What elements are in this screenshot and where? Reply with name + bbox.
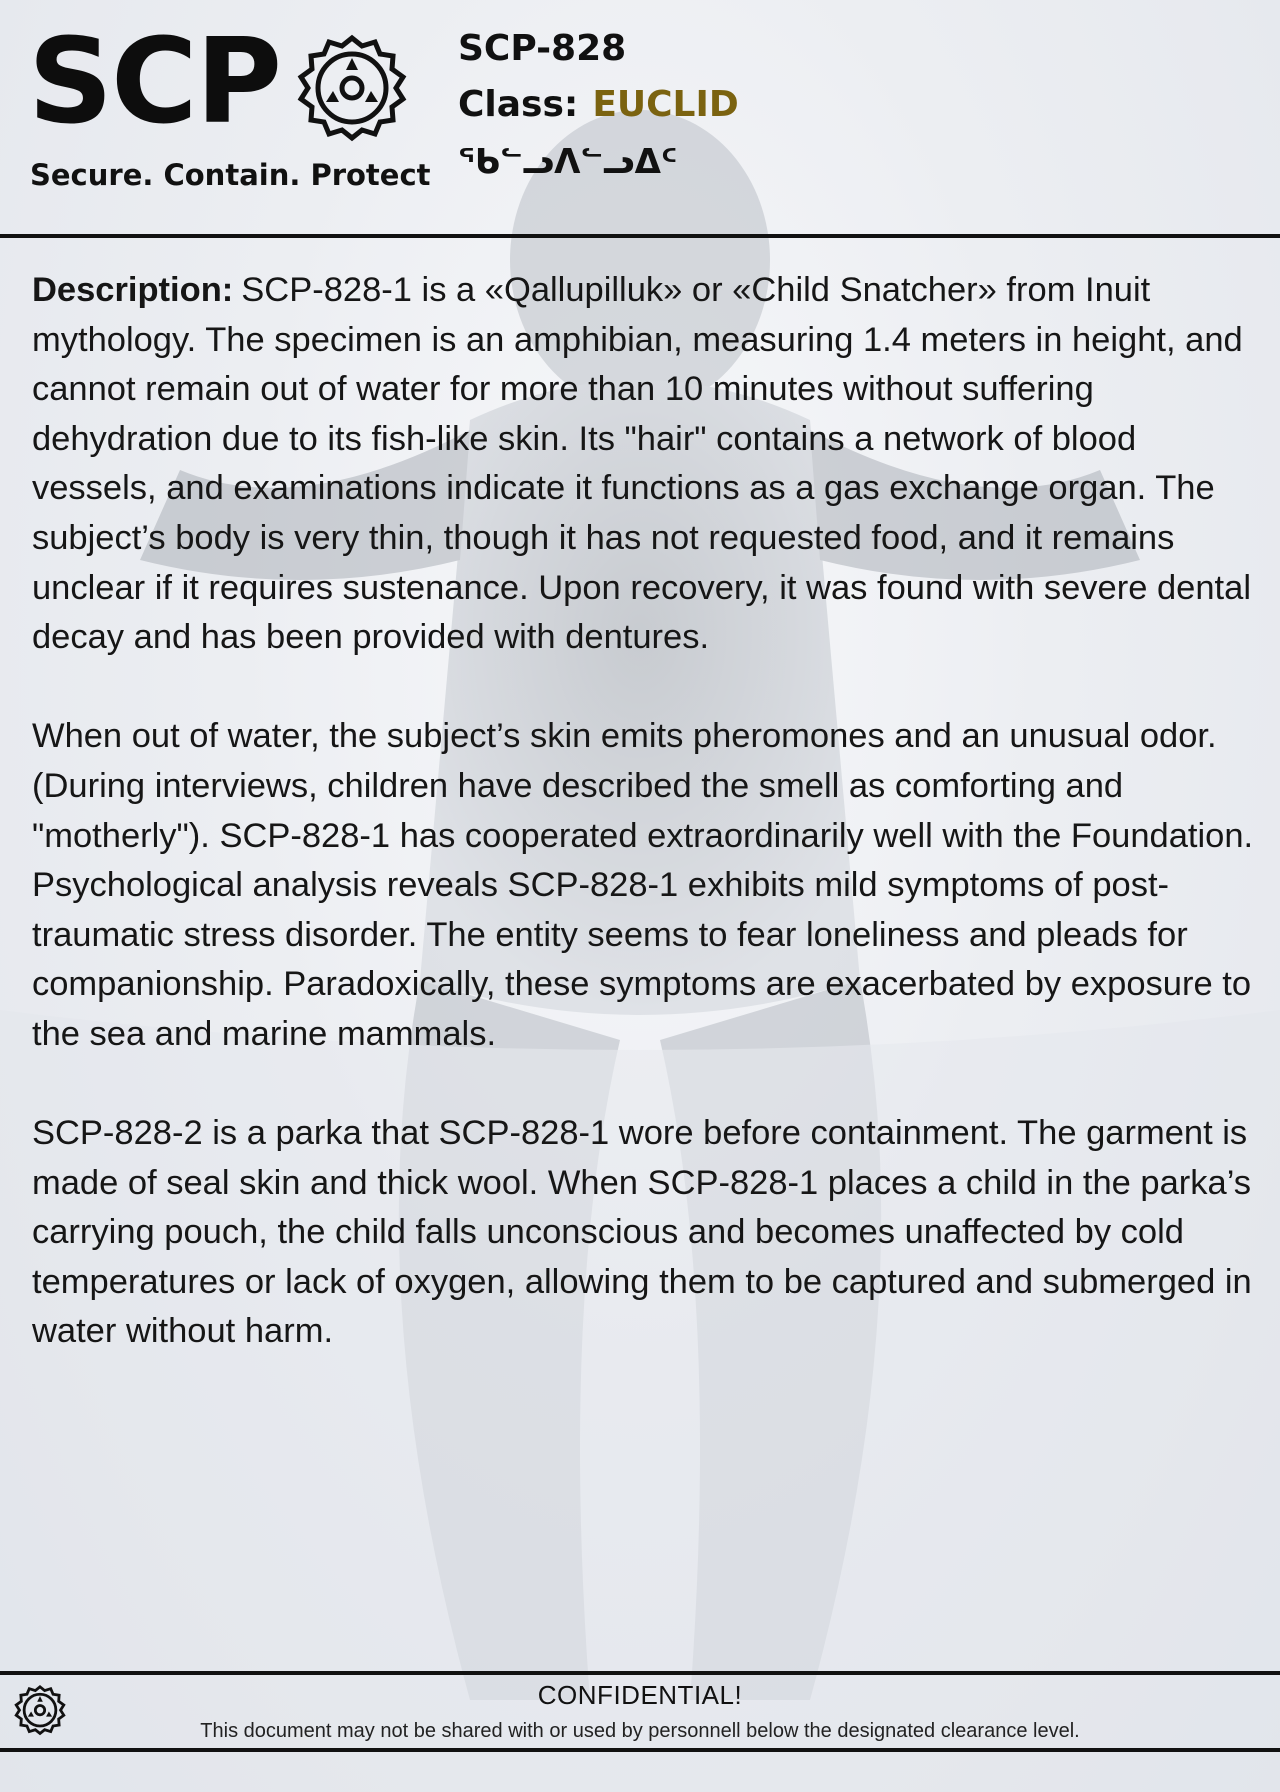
footer-divider-top xyxy=(0,1671,1280,1675)
class-value: EUCLID xyxy=(592,84,739,125)
paragraph-1-text: SCP-828-1 is a «Qallupilluk» or «Child Snatcher» from Inuit mythology. The specimen is an amphibian, measuring 1.4 meters in height, and cannot remain out of water for more than 10 minutes without suffering dehydration due to its fish-like skin. Its "hair" contains a network of blood vessels, and examinations indicate it functions as a gas exchange organ. The subject’s body is very thin, though it has not requested food, and it remains unclear if it requires sustenance. Upon recovery, it was found with severe dental decay and has been provided with dentures. xyxy=(32,271,1251,657)
class-label: Class: xyxy=(458,84,579,125)
footer-title: CONFIDENTIAL! xyxy=(537,1680,743,1710)
paragraph-2: When out of water, the subject’s skin emits pheromones and an unusual odor. (During interviews, children have described the smell as comforting and "motherly"). SCP-828-1 has cooperated extraordinarily well with the Foundation. Psychological analysis reveals SCP-828-1 exhibits mild symptoms of post-traumatic stress disorder. The entity seems to fear loneliness and pleads for companionship. Paradoxically, these symptoms are exacerbated by exposure to the sea and marine mammals. xyxy=(32,717,1254,1053)
footer-note: This document may not be shared with or used by personnell below the designated clearance level. xyxy=(200,1720,1080,1742)
header-divider xyxy=(0,234,1280,238)
object-class xyxy=(458,84,739,125)
footer-divider-bottom xyxy=(0,1748,1280,1752)
scp-logo-text: SCP xyxy=(28,12,281,150)
logo-tagline: Secure. Contain. Protect xyxy=(30,158,431,192)
document-id: SCP-828 xyxy=(458,28,627,69)
document-body xyxy=(32,266,1260,1407)
description-label: Description: xyxy=(32,271,234,309)
inuktitut-title: ᖃᓪᓗᐱᓪᓗᐃᑦ xyxy=(458,142,678,182)
paragraph-description xyxy=(32,266,1260,663)
paragraph-3: SCP-828-2 is a parka that SCP-828-1 wore before containment. The garment is made of seal skin and thick wool. When SCP-828-1 places a child in the parka’s carrying pouch, the child falls unconscious and becomes unaffected by cold temperatures or lack of oxygen, allowing them to be captured and submerged in water without harm. xyxy=(32,1114,1252,1351)
scp-seal-icon xyxy=(292,32,412,152)
document-header xyxy=(0,0,1280,236)
